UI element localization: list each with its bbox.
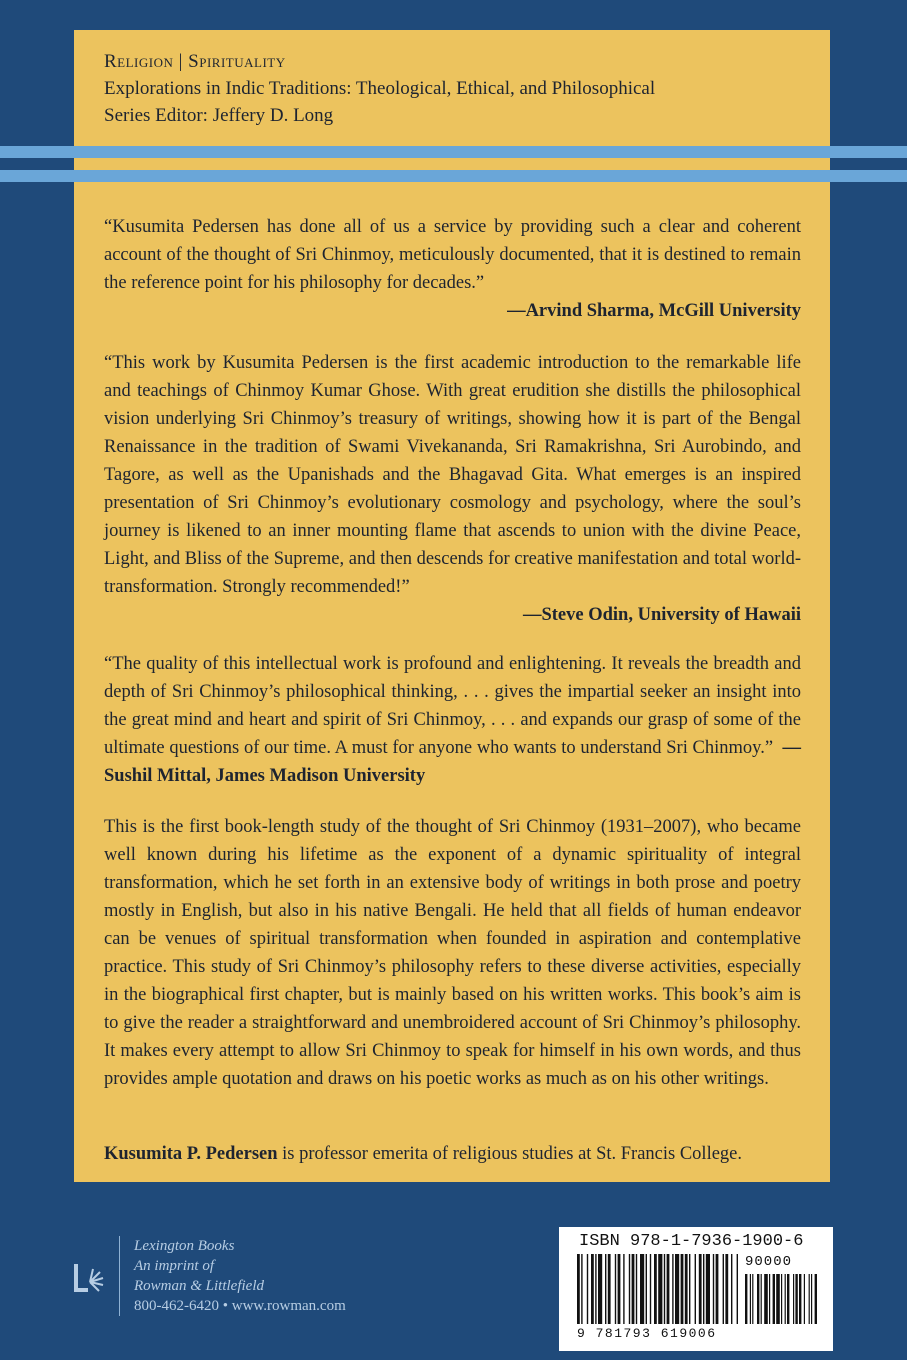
barcode-bar xyxy=(787,1274,789,1324)
endorsement-attribution: —Arvind Sharma, McGill University xyxy=(507,301,801,321)
author-name: Kusumita P. Pedersen xyxy=(104,1144,278,1164)
barcode-bar xyxy=(598,1254,602,1324)
barcode-bar xyxy=(785,1274,786,1324)
barcode-bar xyxy=(658,1254,662,1324)
barcode-bar xyxy=(577,1254,580,1324)
barcode-bar xyxy=(804,1274,805,1324)
barcode-bar xyxy=(699,1254,702,1324)
barcode-bar xyxy=(706,1254,710,1324)
series-editor: Series Editor: Jeffery D. Long xyxy=(104,105,334,126)
endorsement-attribution: —Sushil Mittal, James Madison University xyxy=(104,738,802,786)
barcode-bar xyxy=(695,1254,696,1324)
barcode-bar xyxy=(685,1254,688,1324)
series-title: Explorations in Indic Traditions: Theological, Ethical, and Philosophical xyxy=(104,78,656,99)
barcode-bar xyxy=(615,1254,616,1324)
barcode-bar xyxy=(815,1274,817,1324)
barcode-bar xyxy=(761,1274,762,1324)
endorsement-text: “This work by Kusumita Pedersen is the first academic introduction to the remarkable life and teachings of Chinmoy Kumar Ghose. With great erudition she distills the philosophical vision underlying Sri Chinmoy’s treasury of writings, showing how it is part of the Bengal Renaissance in the tradition of Swami Vivekananda, Sri Ramakrishna, Sri Aurobindo, and Tagore, as well as the Upanishads and the Bhagavad Gita. What emerges is an inspired presentation of Sri Chinmoy’s evolutionary cosmology and psychology, where the soul’s journey is likened to an inner mounting flame that ascends to union with the divine Peace, Light, and Bliss of the Supreme, and then descends for creative manifestation and total world-transformation. Strongly recommended!” xyxy=(104,353,801,597)
barcode-bar xyxy=(650,1254,651,1324)
barcode-bar xyxy=(811,1274,812,1324)
author-bio xyxy=(104,1140,801,1168)
price-code: 90000 xyxy=(745,1254,793,1270)
barcode-bar xyxy=(646,1254,647,1324)
barcode-bar xyxy=(623,1254,624,1324)
barcode-bar xyxy=(681,1254,684,1324)
barcode-bar xyxy=(713,1254,714,1324)
endorsement-1 xyxy=(104,213,801,325)
barcode-bar xyxy=(764,1274,768,1324)
barcode-bar xyxy=(723,1254,724,1324)
barcode-bar xyxy=(737,1254,738,1324)
barcode-bar xyxy=(750,1274,751,1324)
barcode-bar xyxy=(757,1274,759,1324)
barcode-bar xyxy=(795,1274,797,1324)
endorsement-text: “Kusumita Pedersen has done all of us a service by providing such a clear and coherent account of the thought of Sri Chinmoy, meticulously documented, that it is destined to remain the reference point for his philosophy for decades.” xyxy=(104,217,801,293)
barcode-bar xyxy=(675,1254,679,1324)
category-label: Religion | Spirituality xyxy=(104,51,286,72)
endorsement-text: “The quality of this intellectual work is profound and enlightening. It reveals the breadth and depth of Sri Chinmoy’s philosophical thinking, . . . gives the impartial seeker an insight into the great mind and heart and spirit of Sri Chinmoy, . . . and expands our grasp of some of the ultimate questions of our time. A must for anyone who wants to understand Sri Chinmoy.” xyxy=(104,654,801,758)
barcode-bar xyxy=(793,1274,794,1324)
publisher-info xyxy=(119,1236,346,1316)
barcode-bar xyxy=(809,1274,810,1324)
publisher-parent: Rowman & Littlefield xyxy=(134,1278,264,1294)
barcode-bar xyxy=(618,1254,621,1324)
barcode-digits: 9 781793 619006 xyxy=(577,1326,717,1341)
stripe-upper xyxy=(0,146,907,158)
barcode-bar xyxy=(608,1254,611,1324)
barcode-bar xyxy=(629,1254,630,1324)
cover-header xyxy=(104,48,804,129)
barcode-bar xyxy=(654,1254,657,1324)
author-bio-text: is professor emerita of religious studies at St. Francis College. xyxy=(277,1144,743,1164)
barcode-bar xyxy=(776,1274,780,1324)
barcode-bar xyxy=(745,1274,747,1324)
barcode-bar xyxy=(636,1254,637,1324)
barcode-bar xyxy=(587,1254,588,1324)
barcode-bar xyxy=(581,1254,582,1324)
barcode-bar xyxy=(799,1274,801,1324)
barcode-bar xyxy=(595,1254,596,1324)
barcode-bar xyxy=(731,1254,732,1324)
barcode-bar xyxy=(667,1254,670,1324)
barcode-bar xyxy=(591,1254,594,1324)
endorsement-2 xyxy=(104,349,801,629)
stripe-lower xyxy=(0,170,907,182)
isbn-barcode xyxy=(559,1227,833,1351)
barcode-bar xyxy=(672,1254,673,1324)
endorsement-3 xyxy=(104,650,801,790)
barcode-bar xyxy=(703,1254,704,1324)
barcode-bar xyxy=(605,1254,606,1324)
barcode-bar xyxy=(689,1254,690,1324)
book-description: This is the first book-length study of the thought of Sri Chinmoy (1931–2007), who became well known during his lifetime as the exponent of a dynamic spirituality of integral transformation, which he set forth in an extensive body of writings in both prose and poetry mostly in English, but also in his native Bengali. He held that all fields of human endeavor can be venues of spiritual transformation when founded in aspiration and contemplative practice. This study of Sri Chinmoy’s philosophy refers to these diverse activities, especially in the biographical first chapter, but is mainly based on his written works. This book’s aim is to give the reader a straightforward and unembroidered account of Sri Chinmoy’s philosophy. It makes every attempt to allow Sri Chinmoy to speak for himself in his own words, and thus provides ample quotation and draws on his poetic works as much as on his other writings. xyxy=(104,817,801,1089)
lexington-logo-icon xyxy=(70,1260,106,1296)
barcode-bar xyxy=(640,1254,644,1324)
barcode-bar xyxy=(725,1254,728,1324)
barcode-bar xyxy=(716,1254,719,1324)
barcode-bar xyxy=(632,1254,635,1324)
barcode-bar xyxy=(664,1254,665,1324)
barcode-bar xyxy=(769,1274,770,1324)
barcode-bar xyxy=(781,1274,782,1324)
barcode-bar xyxy=(752,1274,753,1324)
publisher-name: Lexington Books xyxy=(134,1238,235,1254)
endorsement-attribution: —Steve Odin, University of Hawaii xyxy=(522,605,801,625)
publisher-contact: 800-462-6420 • www.rowman.com xyxy=(134,1298,346,1314)
isbn-label: ISBN 978-1-7936-1900-6 xyxy=(579,1232,804,1251)
publisher-imprint-line: An imprint of xyxy=(134,1258,215,1274)
barcode-bar xyxy=(773,1274,775,1324)
